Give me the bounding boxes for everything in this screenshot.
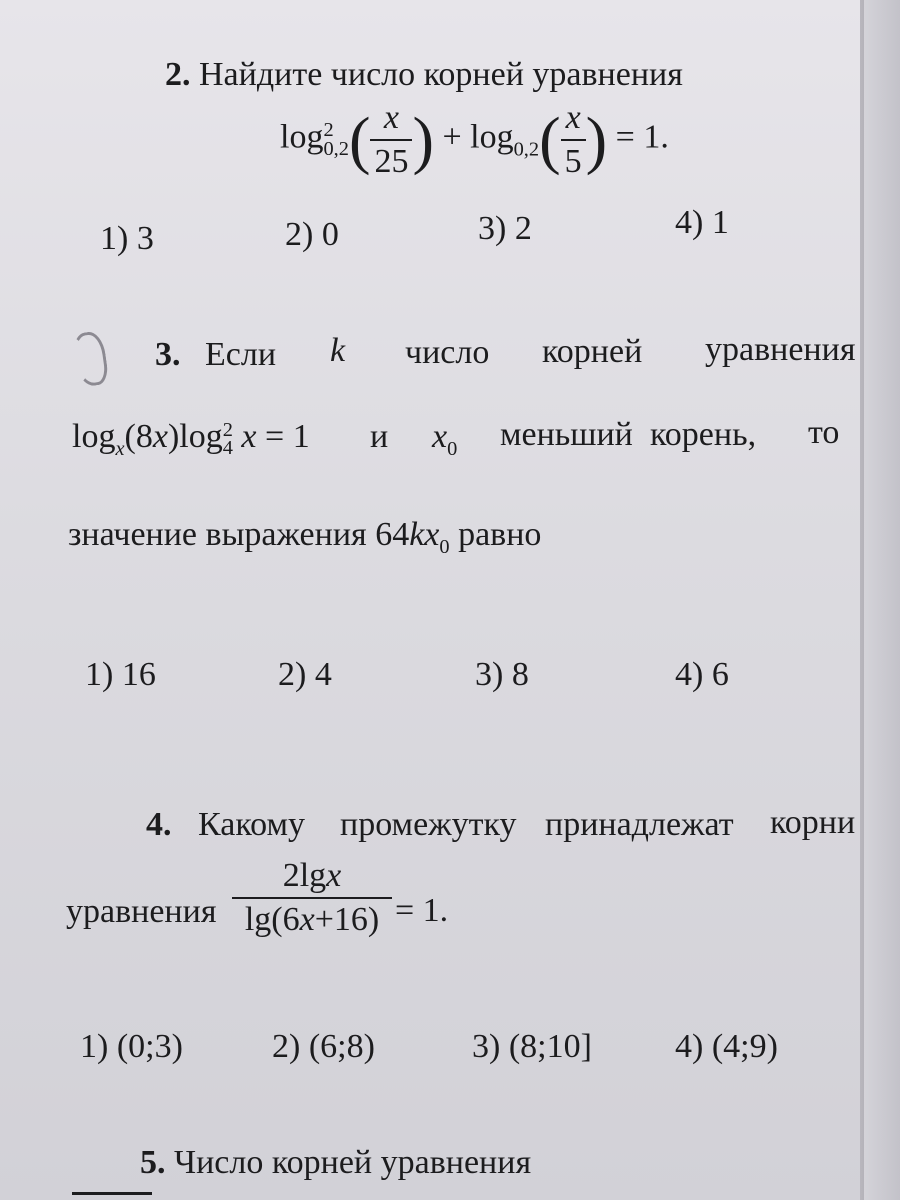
q5-heading — [140, 1146, 531, 1180]
q4-word-interval: промежутку — [340, 806, 517, 843]
q3-number: 3. — [155, 336, 181, 373]
q4-number: 4. — [146, 806, 172, 843]
q4-answer-2: 2) (6;8) — [272, 1028, 375, 1065]
q2-fraction-1: $\frac{x}{25}$ — [370, 100, 412, 179]
q5-number: 5. — [140, 1144, 166, 1181]
q2-prompt: Найдите число корней уравнения — [199, 56, 683, 93]
q2-equation: log 2 0,2 ( $\frac{x}{25}$ ) + $\log_{0,2}$( $\frac{x}{5}$ ) = 1. — [280, 99, 669, 180]
q3-x0: $x_0$ — [432, 418, 458, 460]
q2-number: 2. — [165, 56, 191, 93]
q3-word-number: число — [405, 334, 490, 371]
bottom-rule — [72, 1192, 152, 1195]
q2-answer-3: 3) 2 — [478, 210, 532, 247]
q4-answer-1: 1) (0;3) — [80, 1028, 183, 1065]
q2-sub1: 0,2 — [323, 137, 349, 160]
q2-rhs: = 1. — [615, 118, 669, 156]
q3-word-if: Если — [205, 336, 277, 373]
q2-answer-1: 1) 3 — [100, 220, 154, 257]
q3-var-k: k — [330, 332, 346, 369]
q3-answer-4: 4) 6 — [675, 656, 729, 693]
q3-word-root: корень, — [650, 416, 757, 453]
q3-word-equation: уравнения — [705, 331, 856, 368]
q4-answer-3: 3) (8;10] — [472, 1028, 592, 1065]
q2-answer-4: 4) 1 — [675, 204, 729, 241]
q4-word-roots: корни — [770, 804, 856, 841]
q2-log1: log — [280, 118, 324, 156]
q3-word-then: то — [808, 414, 840, 451]
q2-answer-2: 2) 0 — [285, 216, 339, 253]
q3-answer-2: 2) 4 — [278, 656, 332, 693]
q3-word-roots: корней — [542, 333, 643, 370]
q3-line3: значение выражения $64kx_0$ равно — [68, 516, 542, 558]
q4-fraction: $\frac{2\lg x}{\lg(6x+16)}$ — [232, 858, 392, 937]
q3-answer-3: 3) 8 — [475, 656, 529, 693]
q2-heading — [165, 58, 683, 92]
q4-word-belong: принадлежат — [545, 806, 734, 843]
q3-word-and: и — [370, 418, 389, 455]
q4-rhs: = 1. — [395, 892, 449, 929]
q4-word-which: Какому — [198, 806, 305, 843]
q4-word-equation: уравнения — [66, 893, 217, 930]
pencil-mark — [70, 330, 109, 388]
q2-sub2: 0,2 — [513, 138, 540, 161]
q2-sup: 2 — [323, 119, 334, 142]
q3-equation: $\log_x(8x)\log$ 2 4 x = 1 — [72, 418, 310, 460]
q4-answer-4: 4) (4;9) — [675, 1028, 778, 1065]
q2-fraction-2: $\frac{x}{5}$ — [561, 100, 586, 179]
q3-answer-1: 1) 16 — [85, 656, 156, 693]
q2-log2: + log — [442, 118, 514, 156]
q5-prompt: Число корней уравнения — [174, 1144, 532, 1181]
adjacent-page-edge — [864, 0, 900, 1200]
q3-word-smaller: меньший — [500, 416, 633, 453]
